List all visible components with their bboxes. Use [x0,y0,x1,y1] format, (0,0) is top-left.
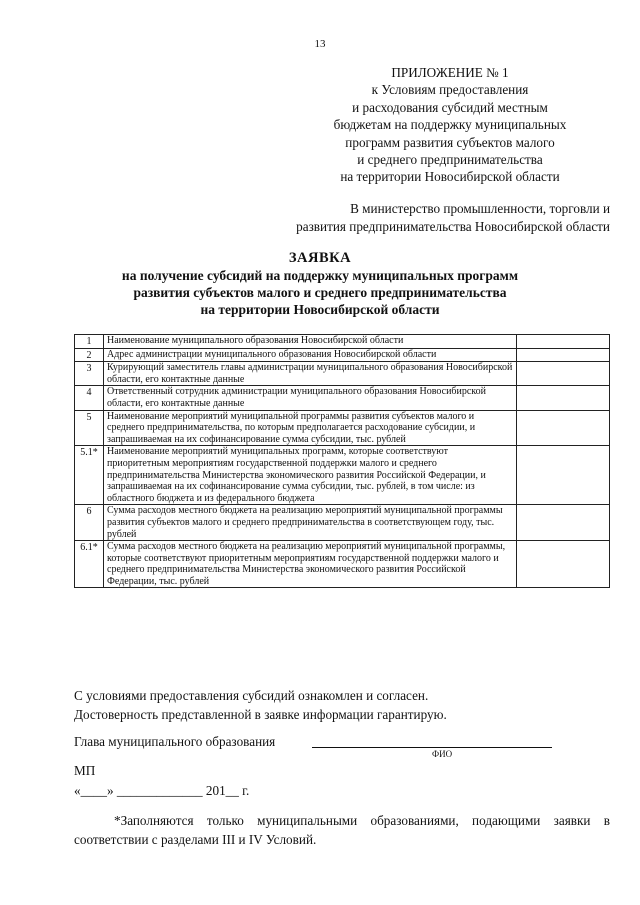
row-number: 4 [75,386,104,410]
row-text: Курирующий заместитель главы администрации муниципального образования Новосибирской области, его контактные данные [104,362,517,386]
document-title [40,250,600,318]
table-row [75,362,610,386]
appendix-line: и среднего предпринимательства [357,152,543,168]
row-text: Наименование мероприятий муниципальных программ, которые соответствуют приоритетным мероприятиям государственной поддержки малого и среднего предпринимательства Министерства экономического развития Российской Федерации, и запрашиваемая на их софинансирование сумма субсидии, тыс. рублей, в том числе: из областного бюджета и из федерального бюджета [104,446,517,505]
table-row [75,410,610,446]
row-value-cell[interactable] [517,410,610,446]
row-number: 2 [75,348,104,362]
row-number: 6.1* [75,541,104,588]
appendix-line: и расходования субсидий местным [352,99,548,115]
row-value-cell[interactable] [517,362,610,386]
addressee-line: В министерство промышленности, торговли и [350,201,610,216]
title-line: на получение субсидий на поддержку муниципальных программ [121,268,519,283]
signature-caption: ФИО [432,749,453,759]
addressee-line: развития предпринимательства Новосибирской области [296,219,610,234]
appendix-header [300,64,600,186]
footnote: *Заполняются только муниципальными образованиями, подающими заявки в соответствии с разделами III и IV Условий. [74,813,610,847]
table-row [75,505,610,541]
row-text: Адрес администрации муниципального образования Новосибирской области [104,348,517,362]
row-number: 5 [75,410,104,446]
table-row [75,348,610,362]
addressee [200,200,610,236]
appendix-line: бюджетам на поддержку муниципальных [333,117,567,133]
row-value-cell[interactable] [517,348,610,362]
title-heading: ЗАЯВКА [288,250,352,266]
page-number: 13 [314,38,326,50]
row-value-cell[interactable] [517,386,610,410]
table-row [75,386,610,410]
title-line: на территории Новосибирской области [200,302,440,317]
row-value-cell[interactable] [517,335,610,349]
row-text: Сумма расходов местного бюджета на реализацию мероприятий муниципальной программы развития субъектов малого и среднего предпринимательства в соответствующем году, тыс. рублей [104,505,517,541]
row-number: 1 [75,335,104,349]
agreement-line: С условиями предоставления субсидий ознакомлен и согласен. [74,688,429,703]
row-value-cell[interactable] [517,446,610,505]
table-row [75,541,610,588]
application-table [74,334,610,588]
stamp-label: МП [74,763,96,778]
row-value-cell[interactable] [517,505,610,541]
appendix-line: к Условиям предоставления [371,82,529,98]
row-number: 5.1* [75,446,104,505]
table-row [75,446,610,505]
signature-label: Глава муниципального образования [74,734,276,749]
agreement-line: Достоверность представленной в заявке информации гарантирую. [74,707,447,722]
agreement-block [74,686,447,724]
title-line: развития субъектов малого и среднего предпринимательства [133,285,507,300]
row-number: 6 [75,505,104,541]
signature-line[interactable] [312,747,552,748]
row-text: Наименование мероприятий муниципальной программы развития субъектов малого и среднего предпринимательства, по которым предполагается расходование субсидии, и запрашиваемая на их софинансирование сумма субсидии, тыс. рублей [104,410,517,446]
row-text: Сумма расходов местного бюджета на реализацию мероприятий муниципальной программы, которые соответствуют приоритетным мероприятиям государственной поддержки малого и среднего предпринимательства Министерства экономического развития Российской Федерации, тыс. рублей [104,541,517,588]
appendix-line: ПРИЛОЖЕНИЕ № 1 [391,65,509,80]
appendix-line: программ развития субъектов малого [345,134,555,150]
appendix-line: на территории Новосибирской области [340,169,560,185]
row-text: Ответственный сотрудник администрации муниципального образования Новосибирской области, его контактные данные [104,386,517,410]
row-text: Наименование муниципального образования Новосибирской области [104,335,517,349]
table-row [75,335,610,349]
row-value-cell[interactable] [517,541,610,588]
date-line: «____» _____________ 201__ г. [74,783,250,798]
row-number: 3 [75,362,104,386]
